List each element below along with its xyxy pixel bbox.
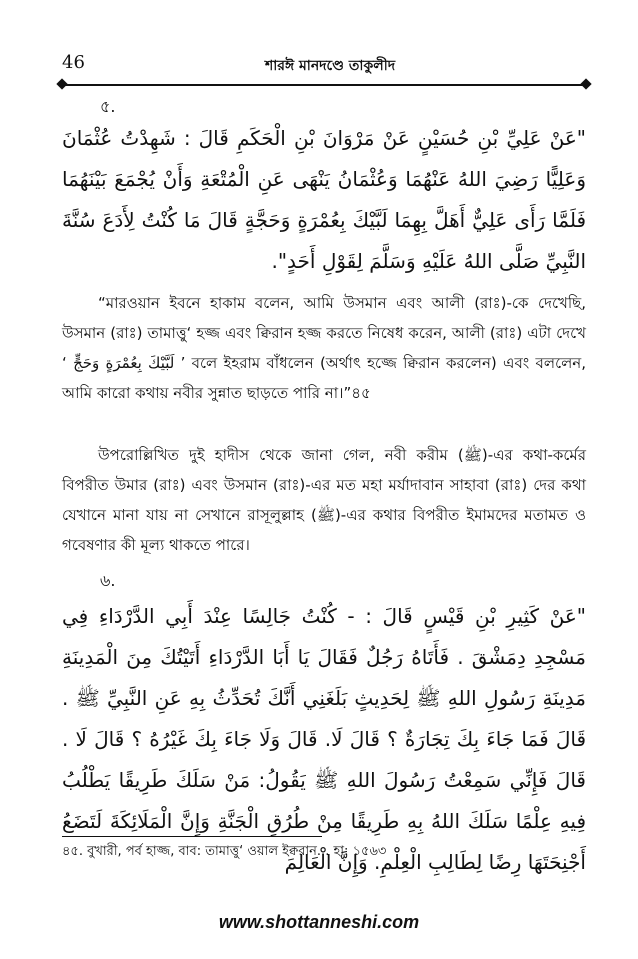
header-rule-left-diamond xyxy=(56,78,67,89)
commentary-paragraph: উপরোল্লিখিত দুই হাদীস থেকে জানা গেল, নবী করীম (ﷺ)-এর কথা-কর্মের বিপরীত উমার (রাঃ) এবং উসমান (রাঃ)-এর মত মহা মর্যাদাবান সাহাবা (রাঃ) দের কথা যেখানে মানা যায় না সেখানে রাসূলুল্লাহ (ﷺ)-এর কথার বিপরীত ইমামদের মতামত ও গবেষণার কী মূল্য থাকতে পারে। xyxy=(62,446,586,554)
section-5-arabic-text: "عَنْ عَلِيِّ بْنِ حُسَيْنٍ عَنْ مَرْوَانَ بْنِ الْحَكَمِ قَالَ : شَهِدْتُ عُثْمَانَ وَعَلِيًّا رَضِيَ اللهُ عَنْهُمَا وَعُثْمَانُ يَنْهَى عَنِ الْمُتْعَةِ وَأَنْ يُجْمَعَ بَيْنَهُمَا فَلَمَّا رَأَى عَلِيٌّ أَهَلَّ بِهِمَا لَبَّيْكَ بِعُمْرَةٍ وَحَجَّةٍ قَالَ مَا كُنْتُ لِأَدَعَ سُنَّةَ النَّبِيِّ صَلَّى اللهُ عَلَيْهِ وَسَلَّمَ لِقَوْلِ أَحَدٍ". xyxy=(62,126,586,273)
footnote: ৪৫. বুখারী, পর্ব হাজ্জ, বাব: তামাত্তু‘ ওয়াল ইক্বরান... হা: ১৫৬৩ xyxy=(62,844,387,859)
header-rule-right-diamond xyxy=(580,78,591,89)
section-6-number: ৬. xyxy=(100,571,116,590)
section-5-number: ৫. xyxy=(100,97,116,116)
footnote-rule xyxy=(62,836,322,837)
website-footer: www.shottanneshi.com xyxy=(218,912,420,932)
section-5-bangla-translation: “মারওয়ান ইবনে হাকাম বলেন, আমি উসমান এবং আলী (রাঃ)-কে দেখেছি, উসমান (রাঃ) তামাত্তু‘ হজ্জ এবং ক্বিরান হজ্জ করতে নিষেধ করেন, আলী (রাঃ) এটা দেখে ‘ لَبَّيْكَ بِعُمْرَةٍ وَحَجٍّ ’ বলে ইহরাম বাঁধলেন (অর্থাৎ হজ্জে ক্বিরান করলেন) এবং বললেন, আমি কারো কথায় নবীর সুন্নাত ছাড়তে পারি না।”৪৫ xyxy=(62,294,587,402)
header-rule xyxy=(62,84,586,86)
section-6-arabic-text: "عَنْ كَثِيرِ بْنِ قَيْسٍ قَالَ : - كُنْتُ جَالِسًا عِنْدَ أَبِي الدَّرْدَاءِ فِي مَسْجِدِ دِمَشْقَ . فَأَتَاهُ رَجُلٌ فَقَالَ يَا أَبَا الدَّرْدَاءِ أَتَيْتُكَ مِنَ الْمَدِينَةِ مَدِينَةِ رَسُولِ اللهِ ﷺ لِحَدِيثٍ بَلَغَنِي أَنَّكَ تُحَدِّثُ بِهِ عَنِ النَّبِيِّ ﷺ . قَالَ فَمَا جَاءَ بِكَ تِجَارَةٌ ؟ قَالَ لَا. قَالَ وَلَا جَاءَ بِكَ غَيْرُهُ ؟ قَالَ لَا . قَالَ فَإِنِّي سَمِعْتُ رَسُولَ اللهِ ﷺ يَقُولُ: مَنْ سَلَكَ طَرِيقًا يَطْلُبُ فِيهِ عِلْمًا سَلَكَ اللهُ بِهِ طَرِيقًا مِنْ طُرُقِ الْجَنَّةِ وَإِنَّ الْمَلَائِكَةَ لَتَضَعُ أَجْنِحَتَهَا رِضًا لِطَالِبِ الْعِلْمِ. وَإِنَّ الْعَالِمَ xyxy=(62,604,586,874)
running-title: শারঈ মানদণ্ডে তাকুলীদ xyxy=(264,58,396,74)
page-number: 46 xyxy=(62,52,85,73)
